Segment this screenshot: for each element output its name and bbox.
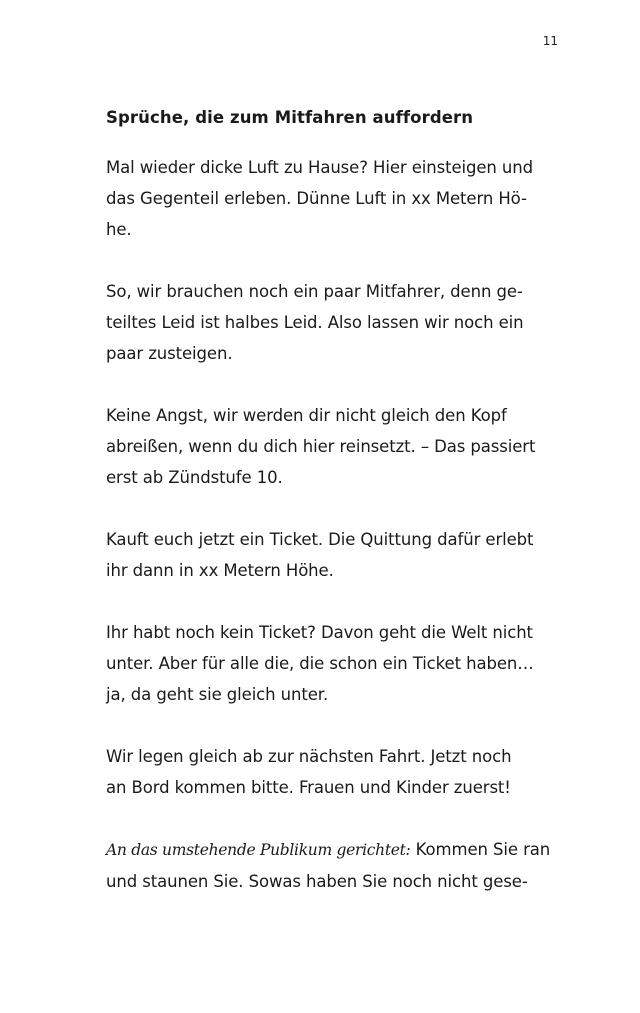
paragraph bbox=[106, 152, 568, 245]
text-line: Keine Angst, wir werden dir nicht gleich den Kopf bbox=[106, 406, 507, 425]
text-line: ihr dann in xx Metern Höhe. bbox=[106, 561, 334, 580]
paragraph bbox=[106, 276, 568, 369]
text-line: ja, da geht sie gleich unter. bbox=[106, 685, 329, 704]
paragraph bbox=[106, 741, 568, 803]
text-line bbox=[106, 834, 568, 866]
text-line: Kauft euch jetzt ein Ticket. Die Quittung dafür erlebt bbox=[106, 530, 534, 549]
paragraph bbox=[106, 834, 568, 897]
text-line: an Bord kommen bitte. Frauen und Kinder zuerst! bbox=[106, 778, 511, 797]
section-heading: Sprüche, die zum Mitfahren auffordern bbox=[106, 108, 474, 127]
text-line: he. bbox=[106, 220, 132, 239]
text-line: unter. Aber für alle die, die schon ein Ticket haben… bbox=[106, 654, 534, 673]
italic-lead-in: An das umstehende Publikum gerichtet: bbox=[106, 841, 411, 859]
text-run: Kommen Sie ran bbox=[410, 840, 551, 859]
paragraph bbox=[106, 400, 568, 493]
text-line: Wir legen gleich ab zur nächsten Fahrt. Jetzt noch bbox=[106, 747, 512, 766]
text-line: das Gegenteil erleben. Dünne Luft in xx Metern Hö- bbox=[106, 189, 527, 208]
text-line: Mal wieder dicke Luft zu Hause? Hier einsteigen und bbox=[106, 158, 534, 177]
text-line: und staunen Sie. Sowas haben Sie noch nicht gese- bbox=[106, 872, 528, 891]
paragraph bbox=[106, 617, 568, 710]
text-line: So, wir brauchen noch ein paar Mitfahrer, denn ge- bbox=[106, 282, 523, 301]
text-line: Ihr habt noch kein Ticket? Davon geht die Welt nicht bbox=[106, 623, 533, 642]
text-line: teiltes Leid ist halbes Leid. Also lassen wir noch ein bbox=[106, 313, 524, 332]
text-line: erst ab Zündstufe 10. bbox=[106, 468, 283, 487]
page-number: 11 bbox=[542, 34, 558, 48]
paragraph bbox=[106, 524, 568, 586]
text-line: abreißen, wenn du dich hier reinsetzt. – Das passiert bbox=[106, 437, 536, 456]
text-line: paar zusteigen. bbox=[106, 344, 233, 363]
page-content bbox=[106, 106, 568, 897]
